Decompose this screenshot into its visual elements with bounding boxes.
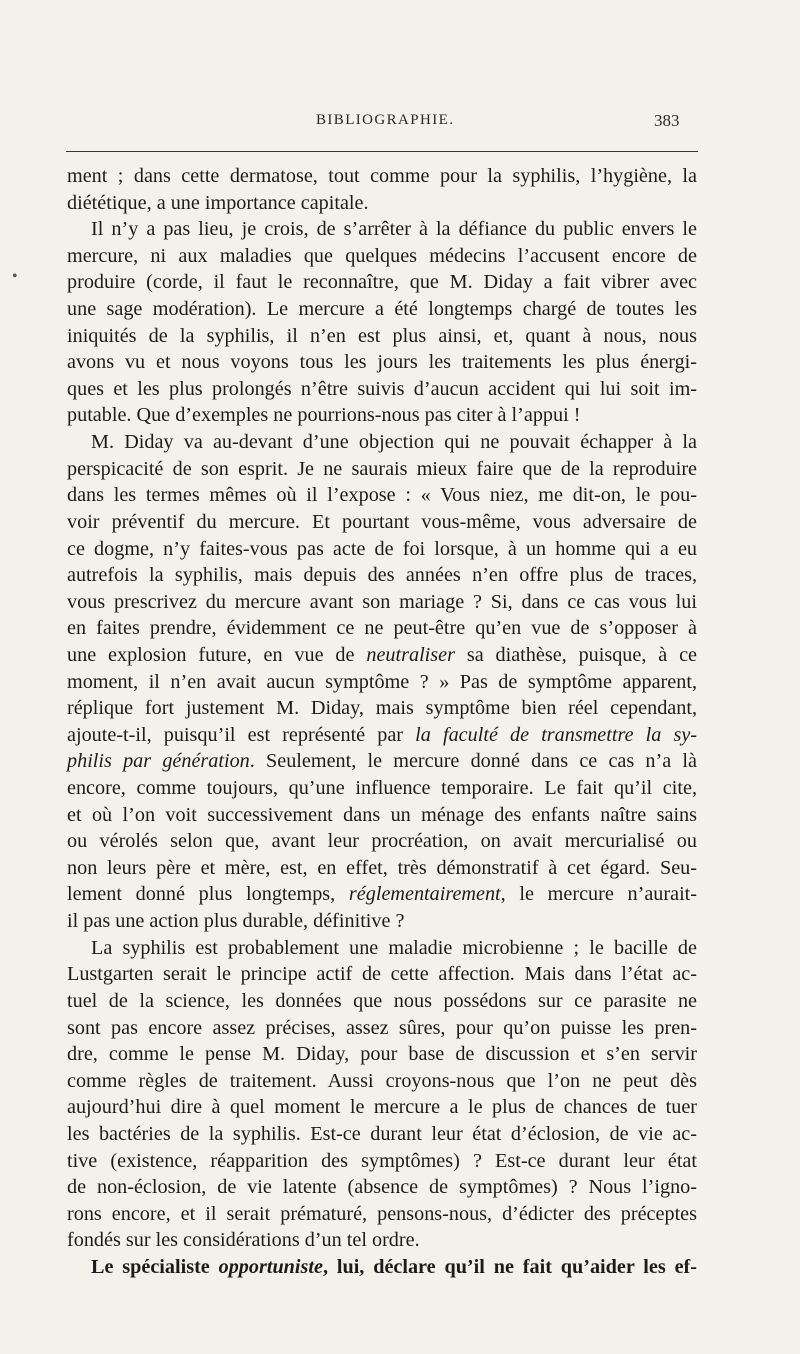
text-line: sont pas encore assez précises, assez sûres, pour qu’on puisse les pren- xyxy=(67,1016,697,1039)
text-line: rons encore, et il serait prématuré, pensons-nous, d’édicter des préceptes xyxy=(67,1202,697,1225)
text-line: les bactéries de la syphilis. Est-ce durant leur état d’éclosion, de vie ac- xyxy=(67,1122,697,1145)
text-line: ment ; dans cette dermatose, tout comme pour la syphilis, l’hygiène, la xyxy=(67,165,697,187)
text-line-mixed: une explosion future, en vue de neutraliser sa diathèse, puisque, à ce xyxy=(67,643,698,666)
text-line: encore, comme toujours, qu’une influence temporaire. Le fait qu’il cite, xyxy=(67,777,697,800)
italic-term: neutraliser xyxy=(366,643,455,666)
text-line: une sage modération). Le mercure a été longtemps chargé de toutes les xyxy=(67,298,697,321)
margin-mark: • xyxy=(12,268,18,285)
text-line: ou vérolés selon que, avant leur procréation, on avait mercurialisé ou xyxy=(67,830,697,853)
text-line: réplique fort justement M. Diday, mais symptôme bien réel cependant, xyxy=(67,697,697,720)
body-text xyxy=(67,163,697,1281)
text-line: La syphilis est probablement une maladie microbienne ; le bacille de xyxy=(91,936,697,959)
text-line: mercure, ni aux maladies que quelques médecins l’accusent encore de xyxy=(67,244,697,267)
text-line: dre, comme le pense M. Diday, pour base de discussion et s’en servir xyxy=(67,1043,697,1066)
text-line: perspicacité de son esprit. Je ne saurais mieux faire que de la reproduire xyxy=(67,457,697,480)
text-line: tuel de la science, les données que nous possédons sur ce parasite ne xyxy=(67,989,697,1012)
text-line: comme règles de traitement. Aussi croyons-nous que l’on ne peut dès xyxy=(67,1069,697,1092)
text-line: vous prescrivez du mercure avant son mariage ? Si, dans ce cas vous lui xyxy=(67,590,697,613)
text-line: non leurs père et mère, est, en effet, très démonstratif à cet égard. Seu- xyxy=(67,856,697,879)
text-line: autrefois la syphilis, mais depuis des années n’en offre plus de traces, xyxy=(67,564,697,587)
text-line: dans les termes mêmes où il l’expose : « Vous niez, me dit-on, le pou- xyxy=(67,484,697,507)
text-line: iniquités de la syphilis, il n’en est plus ainsi, et, quant à nous, nous xyxy=(67,324,697,347)
text-line: Il n’y a pas lieu, je crois, de s’arrêter à la défiance du public envers le xyxy=(91,218,697,241)
text-line: aujourd’hui dire à quel moment le mercure a le plus de chances de tuer xyxy=(67,1096,697,1119)
text-line-mixed: lement donné plus longtemps, réglementairement, le mercure n’aurait- xyxy=(67,883,698,906)
italic-term: opportuniste xyxy=(218,1255,323,1278)
text-line: M. Diday va au-devant d’une objection qui ne pouvait échapper à la xyxy=(91,431,697,454)
text-line: il pas une action plus durable, définitive ? xyxy=(67,910,405,933)
text-line-mixed: philis par génération. Seulement, le mercure donné dans ce cas n’a là xyxy=(67,750,697,773)
page-number: 383 xyxy=(654,111,680,130)
text-line: tive (existence, réapparition des symptômes) ? Est-ce durant leur état xyxy=(67,1149,697,1172)
text-line: voir préventif du mercure. Et pourtant vous-même, vous adversaire de xyxy=(67,510,697,533)
text-line: Lustgarten serait le principe actif de cette affection. Mais dans l’état ac- xyxy=(67,963,697,986)
text-line-mixed: ajoute-t-il, puisqu’il est représenté par la faculté de transmettre la sy- xyxy=(67,723,697,746)
text-line: ce dogme, n’y faites-vous pas acte de foi lorsque, à un homme qui a eu xyxy=(67,537,697,560)
text-line: avons vu et nous voyons tous les jours les traitements les plus énergi- xyxy=(67,351,697,374)
text-line-mixed: Le spécialiste opportuniste, lui, déclare qu’il ne fait qu’aider les ef- xyxy=(91,1255,697,1278)
italic-phrase: philis par génération xyxy=(67,750,250,773)
text-line: fondés sur les considérations d’un tel ordre. xyxy=(67,1229,420,1252)
text-line: putable. Que d’exemples ne pourrions-nous pas citer à l’appui ! xyxy=(67,404,581,427)
text-line: ques et les plus prolongés n’être suivis d’aucun accident qui lui soit im- xyxy=(67,377,697,400)
text-line: diététique, a une importance capitale. xyxy=(67,191,369,214)
text-line: produire (corde, il faut le reconnaître, que M. Diday a fait vibrer avec xyxy=(67,271,697,294)
text-line: et où l’on voit successivement dans un ménage des enfants naître sains xyxy=(67,803,697,826)
italic-term: réglementairement xyxy=(348,883,501,906)
running-title: BIBLIOGRAPHIE. xyxy=(316,112,455,128)
header-rule xyxy=(66,151,698,152)
text-line: en faites prendre, évidemment ce ne peut-être qu’en vue de s’opposer à xyxy=(67,617,697,640)
text-line: moment, il n’en avait aucun symptôme ? » Pas de symptôme apparent, xyxy=(67,670,697,693)
italic-phrase: la faculté de transmettre la sy- xyxy=(415,723,697,746)
text-line: de non-éclosion, de vie latente (absence de symptômes) ? Nous l’igno- xyxy=(67,1176,697,1199)
